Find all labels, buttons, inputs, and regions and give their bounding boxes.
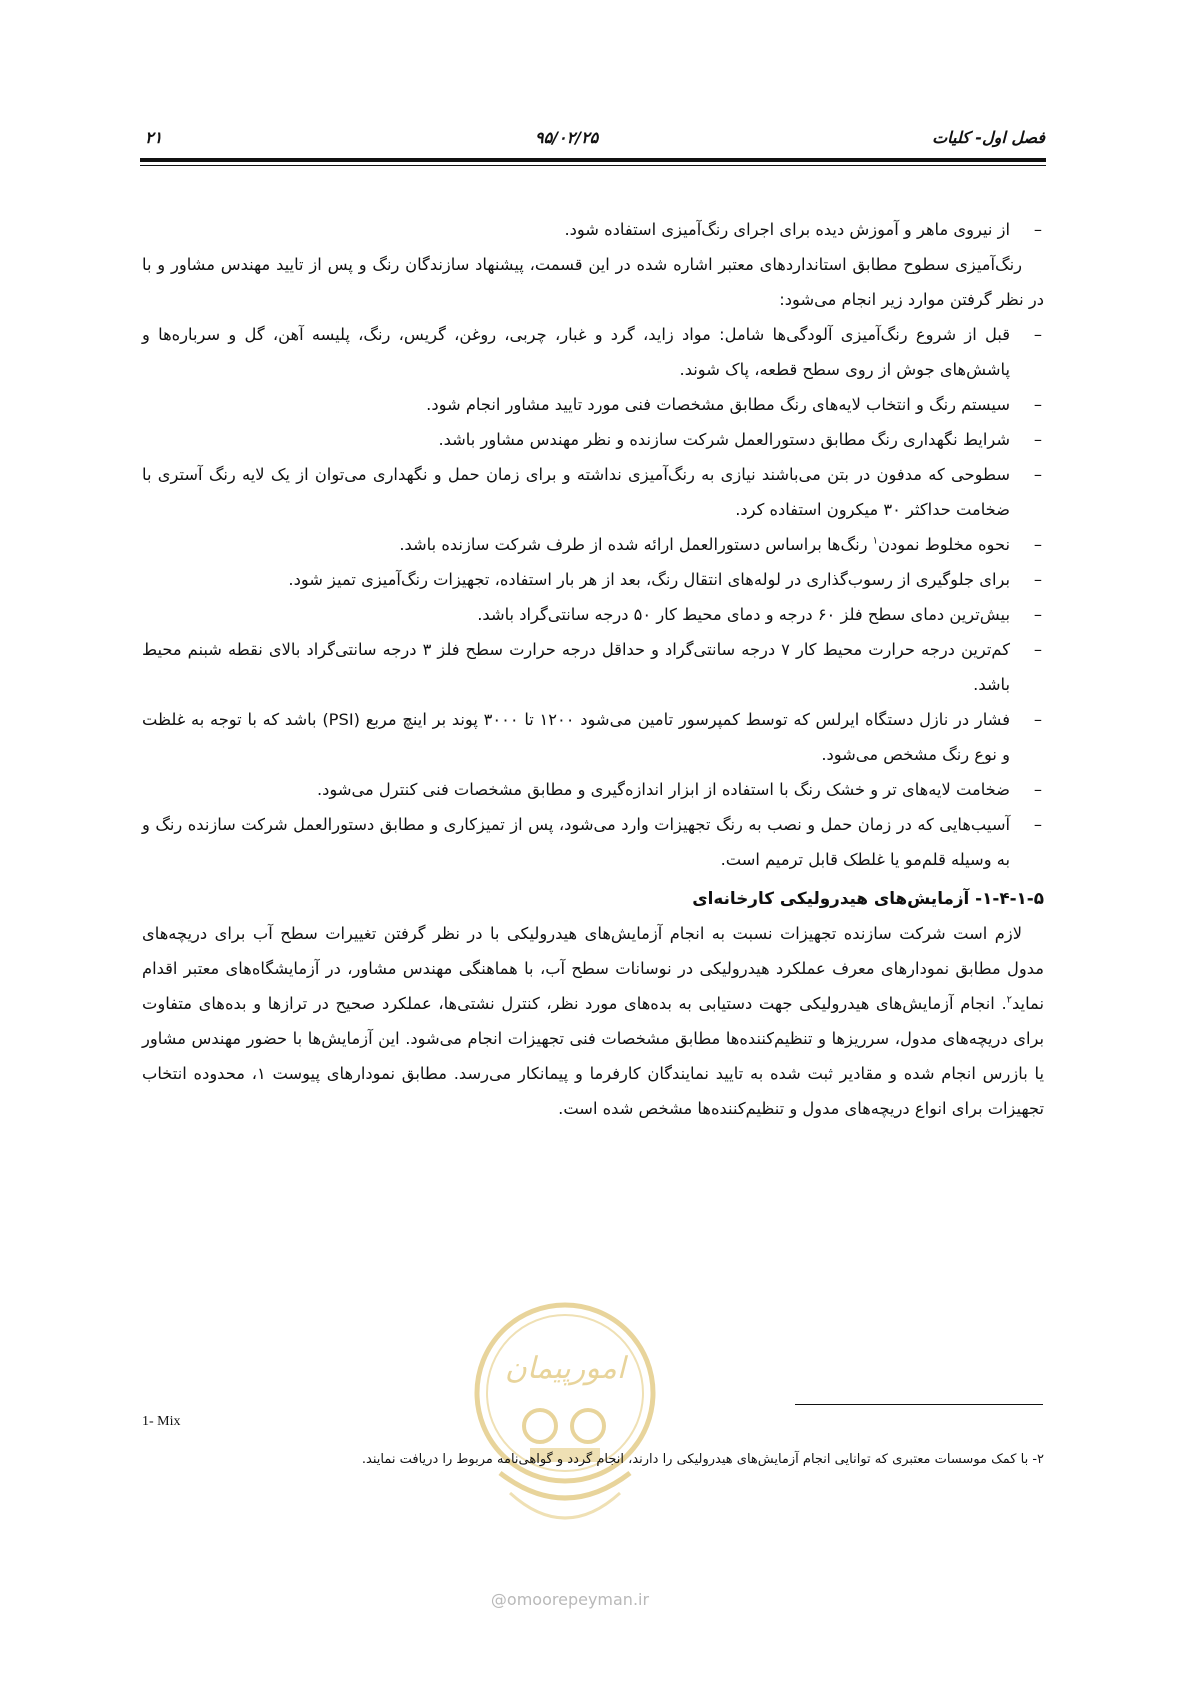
list-item: – بیش‌ترین دمای سطح فلز ۶۰ درجه و دمای محیط کار ۵۰ درجه سانتی‌گراد باشد.: [477, 605, 1042, 624]
footnote-ref: ۱: [872, 535, 879, 547]
section-paragraph: لازم است شرکت سازنده تجهیزات نسبت به انجام آزمایش‌های هیدرولیکی با در نظر گرفتن تغییرات سطح آب برای دریچه‌های مدول مطابق نمودارهای معرف عملکرد هیدرولیکی در نوسانات سطح آب، با هماهنگی مهندس مشاور، در آزمایشگاه‌های معتبر اقدام نماید$^۲$. انجام آزمایش‌های هیدرولیکی جهت دستیابی به بده‌های مورد نظر، کنترل نشتی‌ها، عملکرد صحیح در ترازها و بده‌های متفاوت برای دریچه‌های مدول، سرریزها و تنظیم‌کننده‌ها مطابق مشخصات فنی تجهیزات انجام می‌شود. این آزمایش‌ها با حضور مهندس مشاور یا بازرس انجام شده و مقادیر ثبت شده به تایید نمایندگان کارفرما و پیمانکار می‌رسد. مطابق نمودارهای پیوست ۱، محدوده انتخاب تجهیزات برای انواع دریچه‌های مدول و تنظیم‌کننده‌ها مشخص شده است.: [142, 924, 1044, 1118]
header-date: ۹۵/۰۲/۲۵: [535, 128, 599, 147]
footnote-rule: [795, 1404, 1043, 1405]
footnote-1: 1- Mix: [142, 1414, 181, 1429]
watermark-logo: [470, 1298, 660, 1548]
list-item: – ضخامت لایه‌های تر و خشک رنگ با استفاده از ابزار اندازه‌گیری و مطابق مشخصات فنی کنترل می‌شود.: [316, 780, 1042, 799]
body-text: [142, 212, 1044, 1126]
intro-paragraph: رنگ‌آمیزی سطوح مطابق استانداردهای معتبر اشاره شده در این قسمت، پیشنهاد سازندگان رنگ و پس از تایید مهندس مشاور و با در نظر گرفتن موارد زیر انجام می‌شود:: [142, 255, 1044, 309]
list-item: – کم‌ترین درجه حرارت محیط کار ۷ درجه سانتی‌گراد و حداقل درجه حرارت سطح فلز ۳ درجه سانتی‌گراد بالای نقطه شبنم محیط باشد.: [142, 640, 1042, 694]
header-rule-thin: [140, 165, 1046, 166]
list-item: – سیستم رنگ و انتخاب لایه‌های رنگ مطابق مشخصات فنی مورد تایید مشاور انجام شود.: [426, 395, 1042, 414]
section-title: ۱-۴-۱-۵- آزمایش‌های هیدرولیکی کارخانه‌ای: [692, 888, 1044, 908]
list-item: – سطوحی که مدفون در بتن می‌باشند نیازی به رنگ‌آمیزی نداشته و برای زمان حمل و نگهداری می‌توان از یک لایه رنگ آستری با ضخامت حداکثر ۳۰ میکرون استفاده کرد.: [142, 465, 1042, 519]
list-item: – از نیروی ماهر و آموزش دیده برای اجرای رنگ‌آمیزی استفاده شود.: [564, 220, 1042, 239]
painting-list: [142, 317, 1044, 877]
header-rule-thick: [140, 158, 1046, 162]
watermark-site: @omoorepeyman.ir: [490, 1590, 650, 1609]
page-number: ۲۱: [145, 128, 163, 147]
chapter-title: فصل اول- کلیات: [932, 128, 1045, 147]
list-item: – قبل از شروع رنگ‌آمیزی آلودگی‌ها شامل: مواد زاید، گرد و غبار، چربی، روغن، گریس، رنگ، پلیسه آهن، گل و سرباره‌ها و پاشش‌های جوش از روی سطح قطعه، پاک شوند.: [142, 325, 1042, 379]
running-header: [145, 128, 1045, 154]
footnote-2: ۲- با کمک موسسات معتبری که توانایی انجام آزمایش‌های هیدرولیکی را دارند، انجام گردد و گواهی‌نامه مربوط را دریافت نمایند.: [361, 1452, 1044, 1467]
list-item: – آسیب‌هایی که در زمان حمل و نصب به رنگ تجهیزات وارد می‌شود، پس از تمیزکاری و مطابق دستورالعمل شرکت سازنده رنگ و به وسیله قلم‌مو یا غلطک قابل ترمیم است.: [142, 815, 1042, 869]
list-item: – شرایط نگهداری رنگ مطابق دستورالعمل شرکت سازنده و نظر مهندس مشاور باشد.: [438, 430, 1042, 449]
list-item: – برای جلوگیری از رسوب‌گذاری در لوله‌های انتقال رنگ، بعد از هر بار استفاده، تجهیزات رنگ‌آمیزی تمیز شود.: [288, 570, 1042, 589]
list-item: – فشار در نازل دستگاه ایرلس که توسط کمپرسور تامین می‌شود ۱۲۰۰ تا ۳۰۰۰ پوند بر اینچ مربع (PSI) باشد که با توجه به غلظت و نوع رنگ مشخص می‌شود.: [142, 710, 1042, 764]
list-item: – نحوه مخلوط نمودن$^۱$ رنگ‌ها براساس دستورالعمل ارائه شده از طرف شرکت سازنده باشد.: [399, 535, 1042, 554]
intro-list: [142, 212, 1044, 247]
footnote-ref: ۲: [1006, 994, 1013, 1006]
svg-text:امورپیمان: امورپیمان: [504, 1351, 626, 1386]
